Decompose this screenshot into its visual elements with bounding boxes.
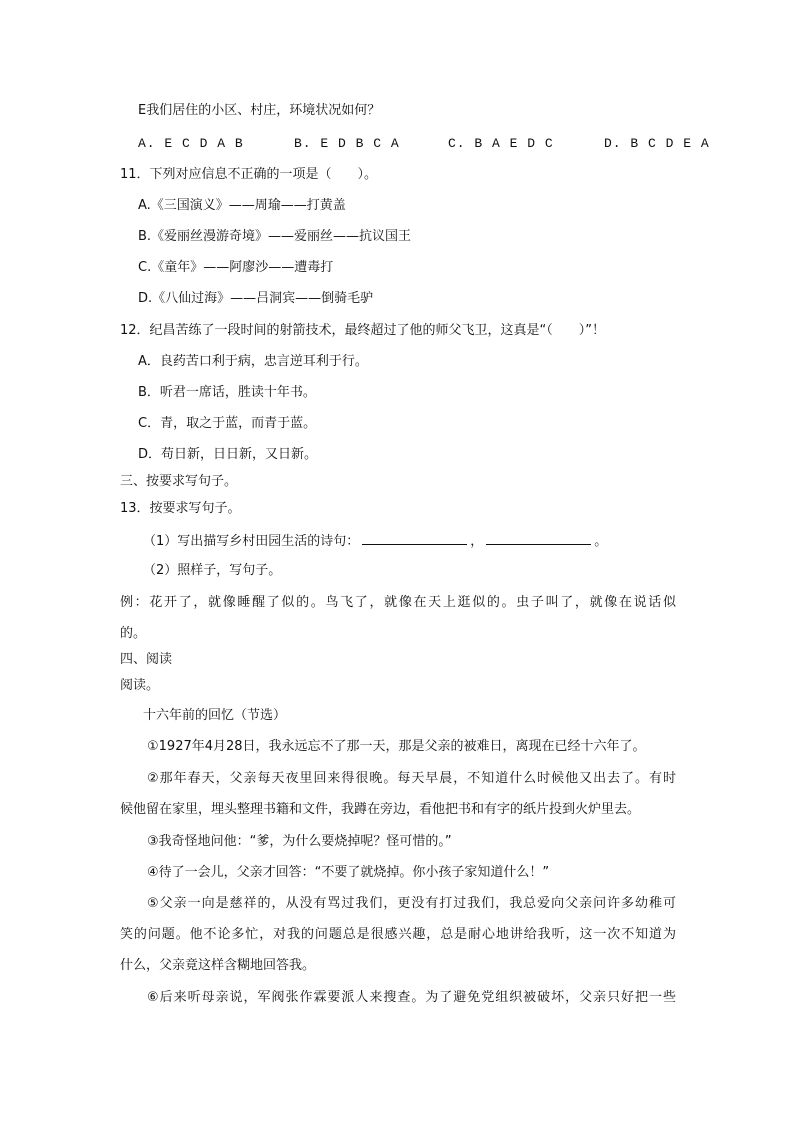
passage-paragraph-5-line-1: ⑤父亲一向是慈祥的，从没有骂过我们，更没有打过我们，我总爱向父亲问许多幼稚可 [147, 896, 676, 911]
answer-blank-2[interactable] [486, 532, 591, 545]
passage-paragraph-2-line-1: ②那年春天，父亲每天夜里回来得很晚。每天早晨，不知道什么时候他又出去了。有时 [147, 771, 676, 786]
q10-item-e: E我们居住的小区、村庄，环境状况如何？ [138, 103, 381, 118]
q11-stem: 11．下列对应信息不正确的一项是（ ）。 [120, 167, 378, 182]
q12-stem: 12．纪昌苦练了一段时间的射箭技术，最终超过了他的师父飞卫，这真是“（ ）”！ [120, 323, 606, 338]
passage-paragraph-2-line-2: 候他留在家里，埋头整理书籍和文件，我蹲在旁边，看他把书和有字的纸片投到火炉里去。 [120, 802, 641, 817]
q11-option-c: C.《童年》——阿廖沙——遭毒打 [138, 260, 334, 275]
passage-paragraph-6-line-1: ⑥后来听母亲说，军阀张作霖要派人来搜查。为了避免党组织被破坏，父亲只好把一些 [147, 990, 676, 1005]
passage-title: 十六年前的回忆（节选） [143, 708, 287, 723]
q11-option-b: B.《爱丽丝漫游奇境》——爱丽丝——抗议国王 [138, 229, 412, 244]
passage-paragraph-5-line-3: 什么，父亲竟这样含糊地回答我。 [120, 958, 316, 973]
q11-option-a: A.《三国演义》——周瑜——打黄盖 [138, 198, 346, 213]
q10-option-a: A. E C D A B [138, 136, 244, 151]
q13-sub1-prompt: （1）写出描写乡村田园生活的诗句： [143, 534, 360, 549]
reading-instruction: 阅读。 [120, 678, 160, 693]
passage-paragraph-5-line-2: 笑的问题。他不论多忙，对我的问题总是很感兴趣，总是耐心地讲给我听，这一次不知道为 [120, 927, 676, 942]
passage-paragraph-3: ③我奇怪地问他：“爹，为什么要烧掉呢？怪可惜的。” [147, 834, 452, 849]
q10-option-b: B. E D B C A [294, 136, 400, 151]
example-line-2: 的。 [120, 626, 147, 641]
example-line-1: 例：花开了，就像睡醒了似的。鸟飞了，就像在天上逛似的。虫子叫了，就像在说话似 [120, 595, 676, 610]
q11-option-d: D.《八仙过海》——吕洞宾——倒骑毛驴 [138, 291, 374, 306]
q12-option-b: B．听君一席话，胜读十年书。 [138, 385, 316, 400]
q13-sub2: （2）照样子，写句子。 [143, 563, 282, 578]
section3-heading: 三、按要求写句子。 [120, 474, 238, 489]
q10-option-c: C. B A E D C [448, 136, 554, 151]
q12-option-c: C．青，取之于蓝，而青于蓝。 [138, 416, 317, 431]
q10-option-d: D. B C D E A [604, 136, 710, 151]
passage-paragraph-1: ①1927年4月28日，我永远忘不了那一天，那是父亲的被难日，离现在已经十六年了。 [147, 739, 646, 754]
section4-heading: 四、阅读 [120, 652, 173, 667]
q13-stem: 13．按要求写句子。 [120, 501, 241, 516]
q12-option-a: A．良药苦口利于病，忠言逆耳利于行。 [138, 354, 368, 369]
answer-blank-1[interactable] [362, 532, 467, 545]
q13-sub1-end: 。 [594, 534, 608, 549]
q13-sub1 [143, 532, 607, 550]
q13-sub1-separator: ， [470, 534, 484, 549]
q12-option-d: D．苟日新，日日新，又日新。 [138, 447, 318, 462]
passage-paragraph-4: ④待了一会儿，父亲才回答：“不要了就烧掉。你小孩子家知道什么！” [147, 865, 550, 880]
